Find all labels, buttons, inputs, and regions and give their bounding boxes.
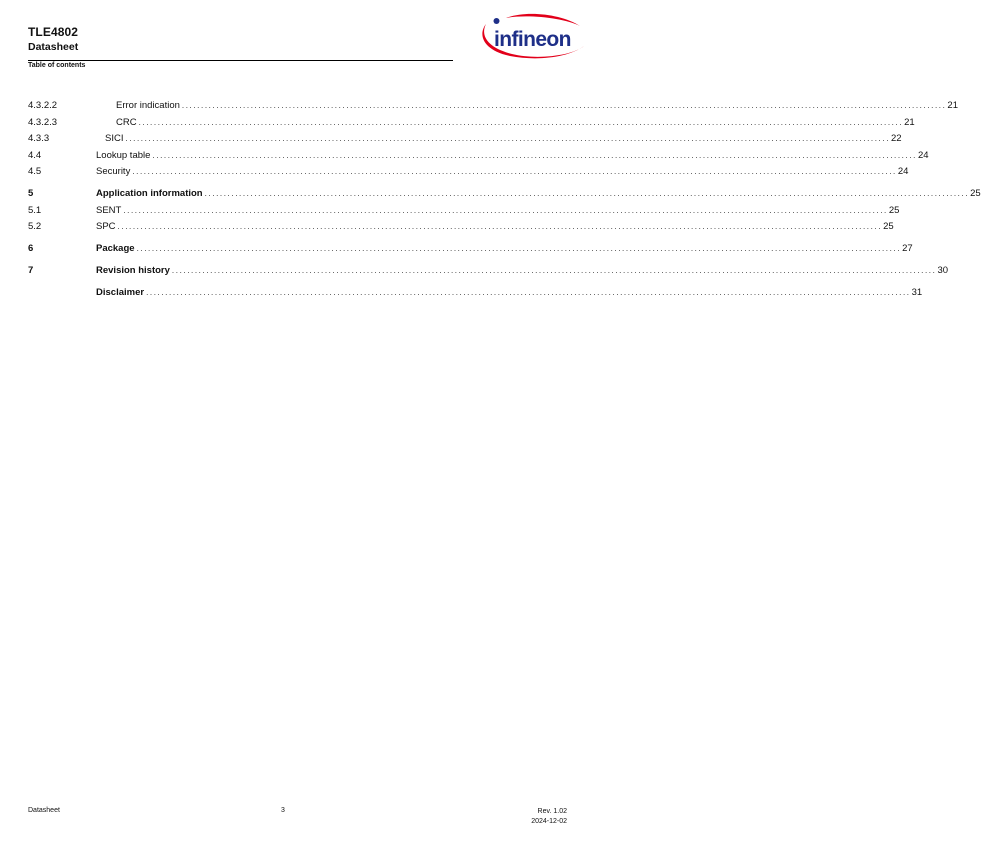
- toc-entry-label: CRC: [116, 116, 137, 128]
- toc-entry-label: SENT: [96, 204, 122, 216]
- toc-leader-dots: ........................................................................................................................................................................................................: [138, 117, 904, 127]
- toc-entry[interactable]: [28, 220, 894, 237]
- toc-leader-dots: ........................................................................................................................................................................................................: [146, 288, 911, 297]
- toc-entry-page: 25: [888, 204, 900, 216]
- toc-entry-page: 21: [904, 116, 915, 128]
- table-of-contents: [28, 99, 981, 303]
- infineon-logo: [476, 12, 586, 62]
- toc-entry-line: [96, 286, 923, 300]
- page-number: 3: [281, 807, 285, 814]
- toc-entry[interactable]: [28, 165, 909, 182]
- toc-entry-line: [96, 149, 929, 163]
- toc-entry-number: 5.1: [28, 204, 42, 216]
- toc-leader-dots: ........................................................................................................................................................................................................: [136, 244, 902, 253]
- toc-entry[interactable]: [28, 99, 958, 116]
- toc-entry-line: [96, 204, 900, 218]
- toc-entry-page: 31: [911, 287, 923, 298]
- toc-entry-label: SPC: [96, 221, 116, 232]
- toc-entry-line: [96, 242, 913, 256]
- toc-entry-label: Security: [96, 166, 131, 177]
- toc-leader-dots: ........................................................................................................................................................................................................: [125, 134, 891, 143]
- footer-revision-block: [531, 807, 567, 827]
- toc-entry-line: [96, 220, 894, 234]
- toc-leader-dots: ........................................................................................................................................................................................................: [171, 266, 937, 275]
- toc-entry-page: 25: [970, 188, 981, 199]
- toc-entry-line: [96, 264, 949, 278]
- toc-entry-page: 24: [917, 149, 929, 161]
- toc-entry-label: Application information: [96, 188, 203, 199]
- toc-entry[interactable]: [28, 149, 929, 166]
- toc-entry-number: 4.4: [28, 149, 42, 161]
- revision-date: 2024-12-02: [531, 818, 567, 825]
- section-title: Table of contents: [28, 62, 86, 69]
- toc-entry-line: [105, 132, 902, 146]
- toc-leader-dots: ........................................................................................................................................................................................................: [152, 150, 917, 160]
- toc-entry-page: 30: [937, 265, 949, 276]
- toc-entry-page: 21: [947, 100, 958, 111]
- toc-leader-dots: ........................................................................................................................................................................................................: [181, 101, 947, 110]
- toc-entry-number: 4.5: [28, 166, 42, 177]
- toc-entry-label: Package: [96, 243, 135, 254]
- toc-entry-label: Lookup table: [96, 149, 151, 161]
- toc-entry-number: 4.3.2.2: [28, 100, 58, 111]
- toc-entry-line: [116, 116, 915, 130]
- toc-leader-dots: ........................................................................................................................................................................................................: [204, 189, 970, 198]
- header-divider: [28, 60, 453, 61]
- toc-entry-number: 4.3.3: [28, 133, 50, 144]
- toc-entry[interactable]: [28, 286, 923, 303]
- toc-entry-number: 5.2: [28, 221, 42, 232]
- toc-entry[interactable]: [28, 242, 913, 259]
- toc-entry-line: [116, 99, 958, 113]
- svg-text:infineon: infineon: [494, 28, 571, 51]
- toc-entry-number: 7: [28, 265, 34, 276]
- toc-entry[interactable]: [28, 116, 915, 133]
- toc-leader-dots: ........................................................................................................................................................................................................: [117, 222, 883, 231]
- document-title: TLE4802: [28, 25, 79, 39]
- toc-entry[interactable]: [28, 187, 981, 204]
- toc-entry[interactable]: [28, 204, 900, 221]
- toc-entry-label: Disclaimer: [96, 287, 145, 298]
- toc-leader-dots: ........................................................................................................................................................................................................: [123, 205, 888, 215]
- toc-entry-number: 4.3.2.3: [28, 116, 58, 128]
- toc-entry-label: Revision history: [96, 265, 170, 276]
- toc-entry[interactable]: [28, 132, 902, 149]
- revision-label: Rev. 1.02: [537, 808, 567, 815]
- toc-entry-line: [96, 187, 981, 201]
- toc-entry-label: Error indication: [116, 100, 180, 111]
- toc-entry-label: SICI: [105, 133, 124, 144]
- toc-entry-page: 24: [897, 166, 909, 177]
- toc-entry-page: 25: [883, 221, 894, 232]
- toc-entry-number: 5: [28, 188, 34, 199]
- toc-entry-page: 22: [891, 133, 902, 144]
- footer-document-type: Datasheet: [28, 807, 60, 814]
- toc-entry-page: 27: [902, 243, 913, 254]
- toc-entry[interactable]: [28, 264, 949, 281]
- toc-leader-dots: ........................................................................................................................................................................................................: [132, 167, 897, 176]
- toc-entry-line: [96, 165, 909, 179]
- document-type: Datasheet: [28, 41, 79, 53]
- toc-entry-number: 6: [28, 243, 34, 254]
